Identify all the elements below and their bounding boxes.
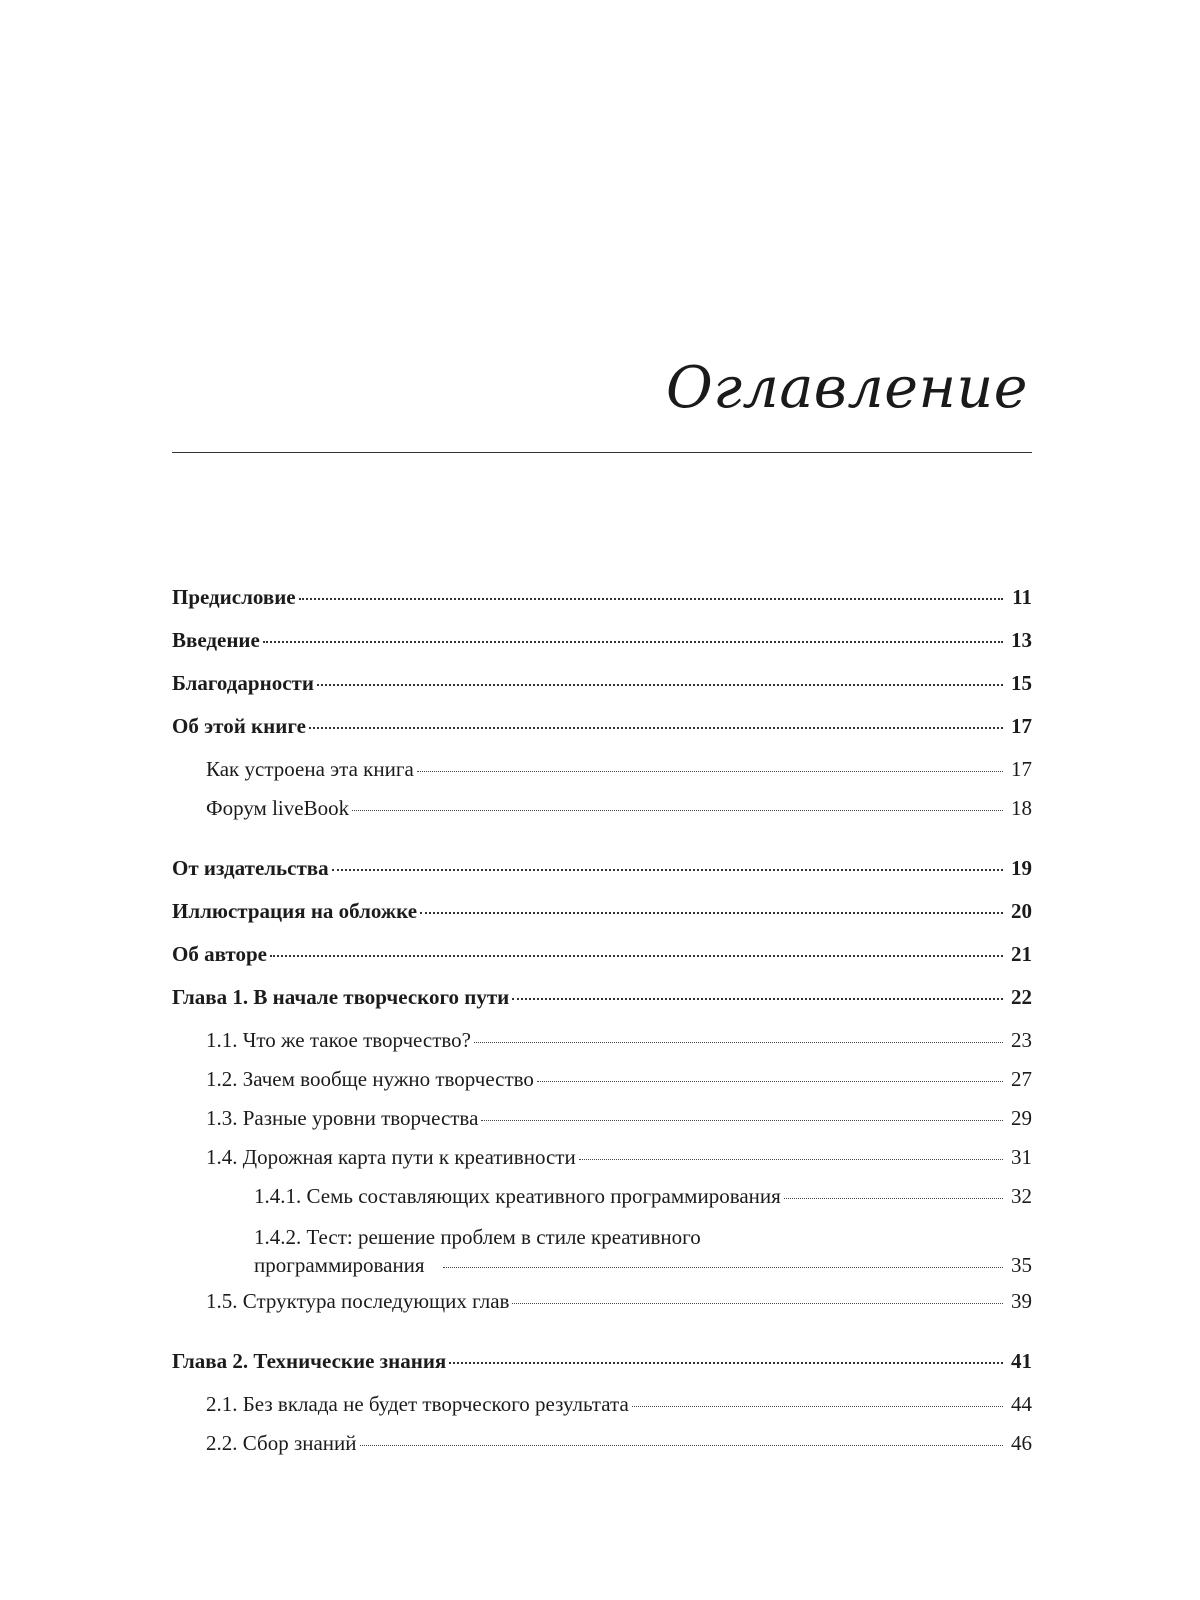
toc-entry-label: 1.4. Дорожная карта пути к креативности <box>206 1145 576 1169</box>
toc-entry-label: Об авторе <box>172 942 267 966</box>
toc-entry-label: Об этой книге <box>172 714 306 738</box>
dot-leader <box>537 1081 1003 1082</box>
toc-entry-page: 39 <box>1011 1289 1032 1313</box>
toc-entry-page: 21 <box>1011 942 1032 966</box>
dot-leader <box>417 771 1003 772</box>
toc-entry-page: 29 <box>1011 1106 1032 1130</box>
toc-entry-row <box>254 1251 1032 1279</box>
dot-leader <box>512 998 1003 1000</box>
toc-entry-1-5[interactable] <box>172 1289 1032 1328</box>
toc-entry-page: 44 <box>1011 1392 1032 1416</box>
toc-entry-page: 22 <box>1011 985 1032 1009</box>
toc-entry-publisher[interactable] <box>172 856 1032 899</box>
toc-entry-book-structure[interactable] <box>172 757 1032 796</box>
toc-entry-page: 17 <box>1011 757 1032 781</box>
toc-entry-chapter-2[interactable] <box>172 1349 1032 1392</box>
toc-entry-page: 13 <box>1011 628 1032 652</box>
toc-entry-label: Как устроена эта книга <box>206 757 414 781</box>
dot-leader <box>299 598 1003 600</box>
toc-entry-label: От издательства <box>172 856 329 880</box>
toc-entry-page: 27 <box>1011 1067 1032 1091</box>
dot-leader <box>449 1362 1003 1364</box>
page-title: Оглавление <box>665 355 1028 421</box>
toc-entry-label: 1.2. Зачем вообще нужно творчество <box>206 1067 534 1091</box>
toc-entry-2-1[interactable] <box>172 1392 1032 1431</box>
toc-entry-label: 1.5. Структура последующих глав <box>206 1289 510 1313</box>
toc-entry-page: 20 <box>1011 899 1032 923</box>
toc-entry-label: 2.1. Без вклада не будет творческого результата <box>206 1392 629 1416</box>
toc-entry-page: 32 <box>1011 1184 1032 1208</box>
toc-entry-label: Глава 2. Технические знания <box>172 1349 447 1373</box>
toc-entry-chapter-1[interactable] <box>172 985 1032 1028</box>
title-divider <box>172 452 1032 453</box>
toc-entry-label: Предисловие <box>172 585 296 609</box>
toc-entry-page: 17 <box>1011 714 1032 738</box>
dot-leader <box>632 1406 1003 1407</box>
toc-entry-1-2[interactable] <box>172 1067 1032 1106</box>
toc-entry-acknowledgements[interactable] <box>172 671 1032 714</box>
dot-leader <box>420 912 1003 914</box>
dot-leader <box>360 1445 1003 1446</box>
toc-entry-page: 35 <box>1011 1253 1032 1277</box>
toc-entry-page: 11 <box>1012 585 1032 609</box>
toc-entry-page: 46 <box>1011 1431 1032 1455</box>
dot-leader <box>317 684 1003 686</box>
dot-leader <box>443 1267 1003 1268</box>
toc-entry-1-4-2[interactable] <box>172 1223 1032 1289</box>
dot-leader <box>352 810 1003 811</box>
dot-leader <box>263 641 1003 643</box>
toc-entry-label: 2.2. Сбор знаний <box>206 1431 357 1455</box>
toc-entry-1-4[interactable] <box>172 1145 1032 1184</box>
toc-entry-label: 1.1. Что же такое творчество? <box>206 1028 471 1052</box>
table-of-contents <box>172 585 1032 1470</box>
dot-leader <box>784 1198 1003 1199</box>
toc-entry-page: 41 <box>1011 1349 1032 1373</box>
dot-leader <box>579 1159 1003 1160</box>
toc-entry-1-3[interactable] <box>172 1106 1032 1145</box>
toc-entry-1-4-1[interactable] <box>172 1184 1032 1223</box>
dot-leader <box>309 727 1003 729</box>
toc-entry-label: Благодарности <box>172 671 314 695</box>
toc-entry-label: Глава 1. В начале творческого пути <box>172 985 510 1009</box>
toc-entry-livebook-forum[interactable] <box>172 796 1032 835</box>
toc-entry-1-1[interactable] <box>172 1028 1032 1067</box>
toc-entry-about-book[interactable] <box>172 714 1032 757</box>
dot-leader <box>270 955 1003 957</box>
dot-leader <box>332 869 1003 871</box>
toc-entry-preface[interactable] <box>172 585 1032 628</box>
toc-entry-about-author[interactable] <box>172 942 1032 985</box>
toc-entry-page: 31 <box>1011 1145 1032 1169</box>
toc-entry-label: Введение <box>172 628 260 652</box>
dot-leader <box>474 1042 1003 1043</box>
dot-leader <box>481 1120 1003 1121</box>
toc-entry-label: Форум liveBook <box>206 796 350 820</box>
toc-entry-page: 19 <box>1011 856 1032 880</box>
toc-entry-label: Иллюстрация на обложке <box>172 899 418 923</box>
toc-entry-label: 1.3. Разные уровни творчества <box>206 1106 479 1130</box>
toc-entry-cover-illustration[interactable] <box>172 899 1032 942</box>
toc-entry-label: 1.4.1. Семь составляющих креативного программирования <box>254 1184 781 1208</box>
toc-entry-page: 18 <box>1011 796 1032 820</box>
toc-entry-label-line2: программирования <box>254 1253 425 1277</box>
toc-entry-2-2[interactable] <box>172 1431 1032 1470</box>
toc-entry-label-line1: 1.4.2. Тест: решение проблем в стиле креативного <box>254 1225 701 1249</box>
toc-entry-page: 15 <box>1011 671 1032 695</box>
toc-entry-page: 23 <box>1011 1028 1032 1052</box>
dot-leader <box>512 1303 1003 1304</box>
toc-entry-introduction[interactable] <box>172 628 1032 671</box>
